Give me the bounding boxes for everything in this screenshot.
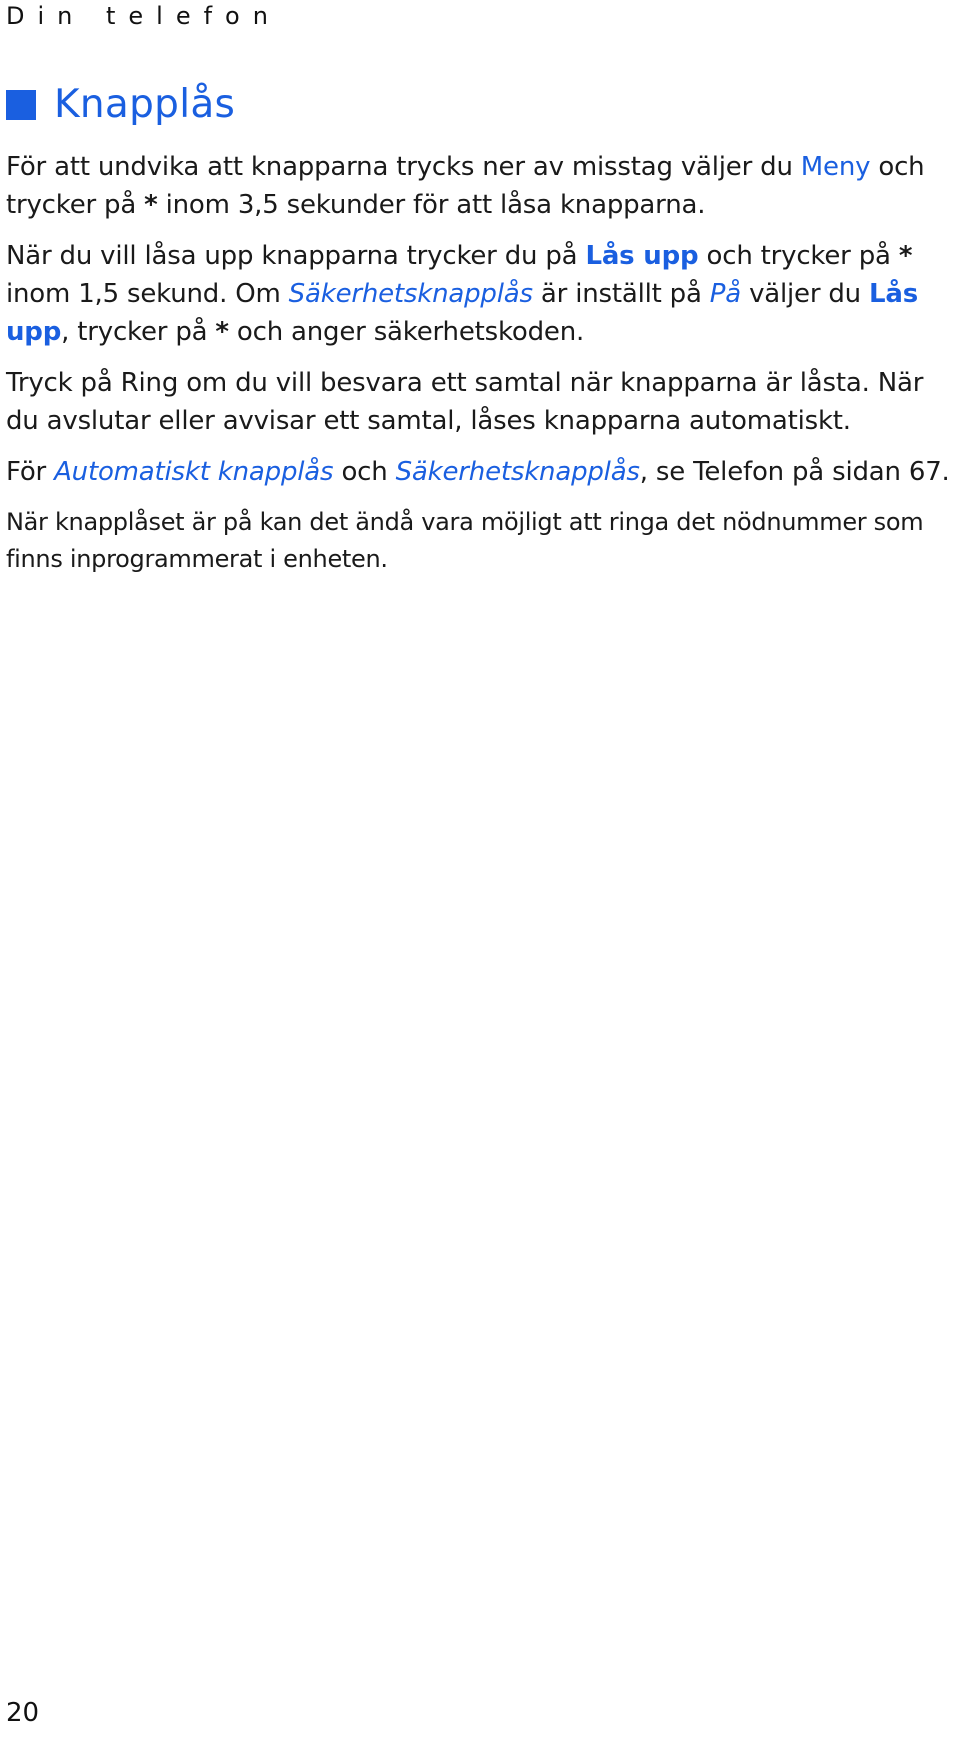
paragraph-settings-reference <box>6 453 954 491</box>
text-run: är inställt på <box>532 279 710 309</box>
heading-square-icon <box>6 90 36 120</box>
text-run: För <box>6 457 55 487</box>
body-text <box>6 148 954 591</box>
running-header: Din telefon <box>6 2 281 30</box>
text-run: och anger säkerhetskoden. <box>228 317 585 347</box>
paragraph-lock-keys <box>6 148 954 224</box>
automatic-keyguard-setting: Automatiskt knapplås <box>54 457 334 487</box>
text-run: väljer du <box>741 279 870 309</box>
text-run: Tryck på Ring om du vill besvara ett samtal när knapparna är låsta. När du avslutar eller avvisar ett samtal, låses knapparna automatiskt. <box>6 368 924 436</box>
text-run: och trycker på <box>698 241 899 271</box>
text-run: , trycker på <box>61 317 216 347</box>
star-key: * <box>144 190 158 220</box>
star-key: * <box>215 317 229 347</box>
text-run: För att undvika att knapparna trycks ner av misstag väljer du <box>6 152 801 182</box>
text-run: och <box>333 457 396 487</box>
star-key: * <box>898 241 913 271</box>
security-keyguard-setting: Säkerhetsknapplås <box>395 457 640 487</box>
text-run: och trycker på <box>6 152 925 220</box>
paragraph-answer-call <box>6 364 954 440</box>
page-number: 20 <box>6 1698 40 1728</box>
text-run: När du vill låsa upp knapparna trycker du på <box>6 241 586 271</box>
text-run: inom 1,5 sekund. Om <box>6 279 289 309</box>
paragraph-unlock-keys <box>6 237 954 351</box>
section-title: Knapplås <box>54 82 236 127</box>
security-keyguard-setting: Säkerhetsknapplås <box>288 279 533 309</box>
section-heading <box>6 82 235 127</box>
text-run: , se Telefon på sidan 67. <box>639 457 950 487</box>
setting-value-on: På <box>709 279 741 309</box>
text-run: När knapplåset är på kan det ändå vara möjligt att ringa det nödnummer som finns inprogrammerat i enheten. <box>6 508 924 573</box>
unlock-softkey-label: Lås upp <box>585 241 699 271</box>
text-run: inom 3,5 sekunder för att låsa knapparna. <box>157 190 706 220</box>
paragraph-emergency-note <box>6 504 954 578</box>
menu-softkey-label: Meny <box>800 152 871 182</box>
unlock-softkey-label: Lås upp <box>6 279 919 347</box>
